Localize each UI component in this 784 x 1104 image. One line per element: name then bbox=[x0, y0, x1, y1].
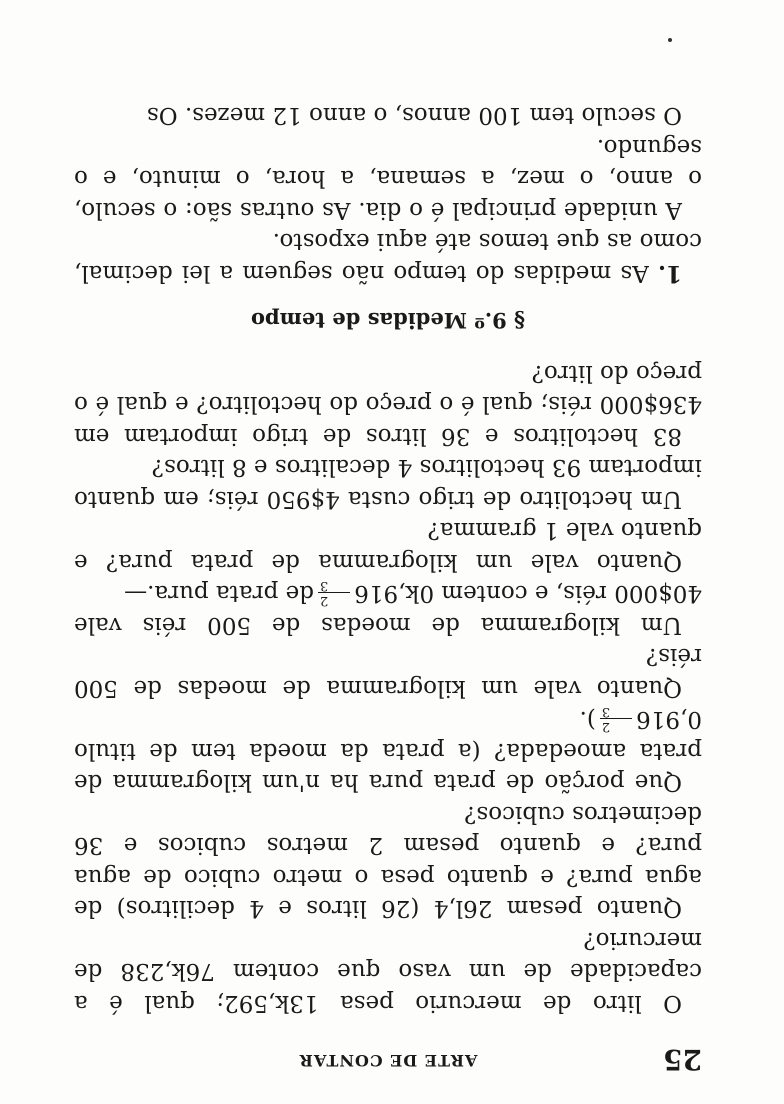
problem-coin-value: Quanto vale um kilogramma de moedas de 500 réis? bbox=[74, 643, 702, 701]
para-century: O seculo tem 100 annos, o anno 12 mezes. Os bbox=[146, 102, 682, 129]
fraction-two-thirds bbox=[600, 704, 632, 733]
item-time-measures bbox=[74, 225, 702, 289]
item-number: 1. bbox=[657, 260, 682, 287]
body-text bbox=[74, 99, 702, 1018]
item-text: As medidas do tempo não seguem a lei decimal, como as que temos até aqui exposto. bbox=[74, 228, 702, 286]
problem-wheat-price: 83 hectolitros e 36 litros de trigo importam em 436$000 réis; qual é o preço do hectolitro? e qual é o preço do litro? bbox=[74, 360, 702, 449]
problem-wheat-cost: Um hectolitro de trigo custa 4$950 réis; em quanto importam 93 hectolitros 4 decalitros e 8 litros? bbox=[74, 454, 702, 512]
fraction-numerator: 2 bbox=[318, 592, 350, 607]
fraction-denominator: 3 bbox=[601, 704, 611, 719]
problem-water-weight: Quanto pesam 26l,4 (26 litros e 4 decilitros) de agua pura? e quanto pesa o metro cubico de agua pura? e quanto pesam 2 metros cubicos e 36 decimetros cubicos? bbox=[74, 801, 702, 922]
problem-silver-portion-text: Que porção de prata pura ha n'um kilogramma de prata amoedada? (a prata da moeda tem de titulo 0,916 bbox=[74, 706, 702, 796]
fraction-two-thirds-2 bbox=[318, 578, 350, 607]
fraction-denominator: 3 bbox=[320, 578, 329, 593]
problem-coin-content-text: Um kilogramma de moedas de 500 réis vale 40$000 réis, e contem 0k,916 bbox=[74, 580, 702, 638]
running-title: ARTE DE CONTAR bbox=[298, 1051, 478, 1070]
problem-coin-content bbox=[74, 577, 702, 640]
problem-silver-portion-end: ). bbox=[579, 706, 596, 733]
page-number: 25 bbox=[663, 1043, 702, 1076]
problem-coin-content-end: de prata pura.— bbox=[124, 580, 314, 607]
problem-mercury: O litro de mercurio pesa 13k,592; qual é a capacidade de um vaso que contem 76k,238 de mercurio? bbox=[74, 927, 702, 1016]
problem-pure-silver-value: Quanto vale um kilogramma de prata pura? e quanto vale 1 gramma? bbox=[74, 517, 702, 575]
problem-silver-portion bbox=[74, 703, 702, 798]
section-heading: § 9.º Medidas de tempo bbox=[250, 308, 526, 334]
print-speck bbox=[668, 38, 672, 42]
para-time-units: A unidade principal é o dia. As outras são: o seculo, o anno, o mez, a semana, a hora, o minuto, e o segundo. bbox=[74, 134, 702, 223]
running-head bbox=[74, 1036, 702, 1076]
fraction-numerator: 2 bbox=[600, 718, 632, 733]
